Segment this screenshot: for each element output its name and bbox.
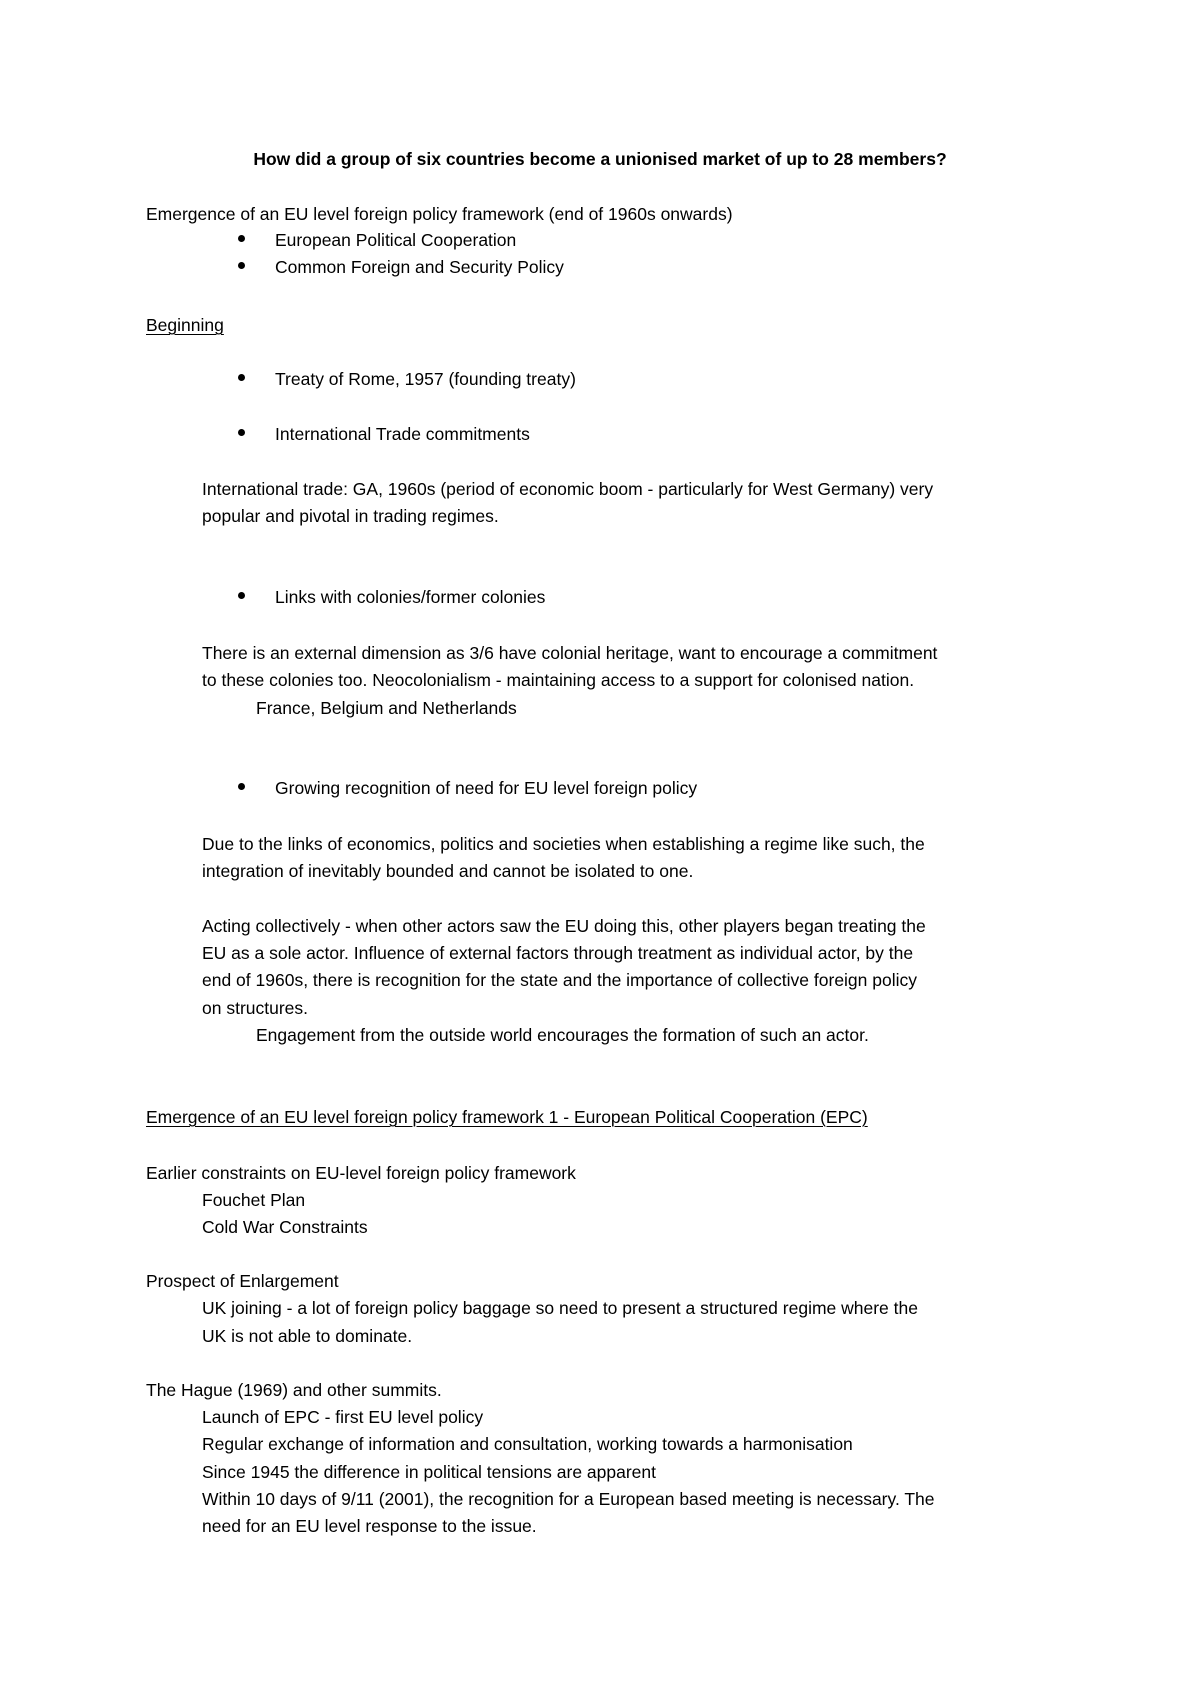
hague-item-2: Regular exchange of information and consultation, working towards a harmonisation: [202, 1434, 853, 1454]
acting-para-line-4: on structures.: [202, 998, 309, 1018]
trade-para-line-1: International trade: GA, 1960s (period of economic boom - particularly for West Germany) very: [202, 479, 934, 499]
bullet-icon: [238, 374, 245, 381]
section-heading-epc: Emergence of an EU level foreign policy framework 1 - European Political Cooperation (EPC): [146, 1107, 868, 1127]
hague-item-3: Since 1945 the difference in political tensions are apparent: [202, 1462, 657, 1482]
colonies-para-line-1: There is an external dimension as 3/6 have colonial heritage, want to encourage a commitment: [202, 643, 938, 663]
colonies-countries: France, Belgium and Netherlands: [256, 698, 517, 718]
hague-item-1: Launch of EPC - first EU level policy: [202, 1407, 484, 1427]
constraints-label: Earlier constraints on EU-level foreign policy framework: [146, 1163, 576, 1183]
acting-para-line-1: Acting collectively - when other actors saw the EU doing this, other players began treating the: [202, 916, 926, 936]
beginning-bullet-2: International Trade commitments: [275, 424, 530, 444]
beginning-bullet-1: Treaty of Rome, 1957 (founding treaty): [275, 369, 576, 389]
enlargement-text-line-2: UK is not able to dominate.: [202, 1326, 413, 1346]
engagement-line: Engagement from the outside world encourages the formation of such an actor.: [256, 1025, 869, 1045]
constraints-item-1: Fouchet Plan: [202, 1190, 306, 1210]
intro-bullet-1: European Political Cooperation: [275, 230, 517, 250]
hague-item-5: need for an EU level response to the issue.: [202, 1516, 537, 1536]
document-title: How did a group of six countries become a unionised market of up to 28 members?: [253, 149, 947, 169]
bullet-icon: [238, 592, 245, 599]
beginning-bullet-3: Links with colonies/former colonies: [275, 587, 546, 607]
enlargement-label: Prospect of Enlargement: [146, 1271, 339, 1291]
acting-para-line-3: end of 1960s, there is recognition for the state and the importance of collective foreign policy: [202, 970, 918, 990]
links-para-line-2: integration of inevitably bounded and cannot be isolated to one.: [202, 861, 694, 881]
hague-label: The Hague (1969) and other summits.: [146, 1380, 442, 1400]
constraints-item-2: Cold War Constraints: [202, 1217, 368, 1237]
section-heading-beginning: Beginning: [146, 315, 224, 335]
colonies-para-line-2: to these colonies too. Neocolonialism - maintaining access to a support for colonised nation.: [202, 670, 915, 690]
bullet-icon: [238, 429, 245, 436]
bullet-icon: [238, 262, 245, 269]
beginning-bullet-4: Growing recognition of need for EU level foreign policy: [275, 778, 698, 798]
acting-para-line-2: EU as a sole actor. Influence of external factors through treatment as individual actor, by the: [202, 943, 914, 963]
trade-para-line-2: popular and pivotal in trading regimes.: [202, 506, 499, 526]
intro-bullet-2: Common Foreign and Security Policy: [275, 257, 564, 277]
intro-line: Emergence of an EU level foreign policy framework (end of 1960s onwards): [146, 204, 733, 224]
bullet-icon: [238, 235, 245, 242]
hague-item-4: Within 10 days of 9/11 (2001), the recognition for a European based meeting is necessary. The: [202, 1489, 935, 1509]
bullet-icon: [238, 783, 245, 790]
links-para-line-1: Due to the links of economics, politics and societies when establishing a regime like such, the: [202, 834, 925, 854]
enlargement-text-line-1: UK joining - a lot of foreign policy baggage so need to present a structured regime where the: [202, 1298, 918, 1318]
